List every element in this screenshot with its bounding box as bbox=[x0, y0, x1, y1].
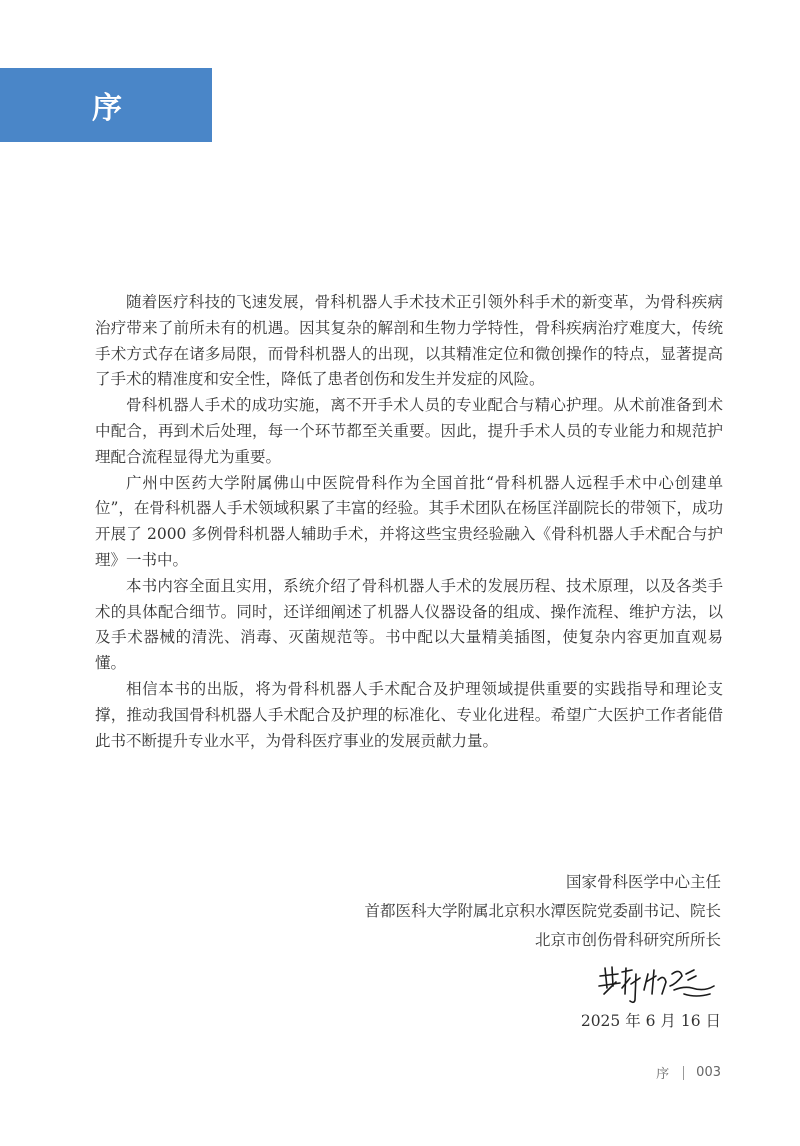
paragraph: 广州中医药大学附属佛山中医院骨科作为全国首批“骨科机器人远程手术中心创建单位”，在骨科机器人手术领域积累了丰富的经验。其手术团队在杨匡洋副院长的带领下，成功开展了 2000 多例骨科机器人辅助手术，并将这些宝贵经验融入《骨科机器人手术配合与护理》一书中。 bbox=[95, 473, 723, 569]
chapter-banner bbox=[0, 68, 212, 142]
footer-divider bbox=[683, 1066, 684, 1080]
footer-section: 序 bbox=[656, 1067, 670, 1082]
paragraph: 相信本书的出版，将为骨科机器人手术配合及护理领域提供重要的实践指导和理论支撑，推动我国骨科机器人手术配合及护理的标准化、专业化进程。希望广大医护工作者能借此书不断提升专业水平，为骨科医疗事业的发展贡献力量。 bbox=[95, 679, 723, 750]
signature-date: 2025 年 6 月 16 日 bbox=[580, 1012, 721, 1030]
signature-block bbox=[364, 868, 721, 955]
handwritten-signature bbox=[596, 964, 718, 1006]
preface-body bbox=[95, 290, 723, 754]
chapter-title: 序 bbox=[92, 91, 124, 126]
paragraph: 随着医疗科技的飞速发展，骨科机器人手术技术正引领外科手术的新变革，为骨科疾病治疗带来了前所未有的机遇。因其复杂的解剖和生物力学特性，骨科疾病治疗难度大，传统手术方式存在诸多局限，而骨科机器人的出现，以其精准定位和微创操作的特点，显著提高了手术的精准度和安全性，降低了患者创伤和发生并发症的风险。 bbox=[95, 293, 723, 389]
signer-title: 北京市创伤骨科研究所所长 bbox=[534, 931, 721, 949]
page-footer bbox=[656, 1063, 721, 1082]
page-number: 003 bbox=[696, 1065, 721, 1080]
paragraph: 本书内容全面且实用，系统介绍了骨科机器人手术的发展历程、技术原理，以及各类手术的具体配合细节。同时，还详细阐述了机器人仪器设备的组成、操作流程、维护方法，以及手术器械的清洗、消毒、灭菌规范等。书中配以大量精美插图，使复杂内容更加直观易懂。 bbox=[95, 576, 723, 673]
signer-title: 首都医科大学附属北京积水潭医院党委副书记、院长 bbox=[364, 902, 721, 920]
paragraph: 骨科机器人手术的成功实施，离不开手术人员的专业配合与精心护理。从术前准备到术中配合，再到术后处理，每一个环节都至关重要。因此，提升手术人员的专业能力和规范护理配合流程显得尤为重要。 bbox=[95, 396, 723, 466]
signer-title: 国家骨科医学中心主任 bbox=[565, 873, 721, 891]
